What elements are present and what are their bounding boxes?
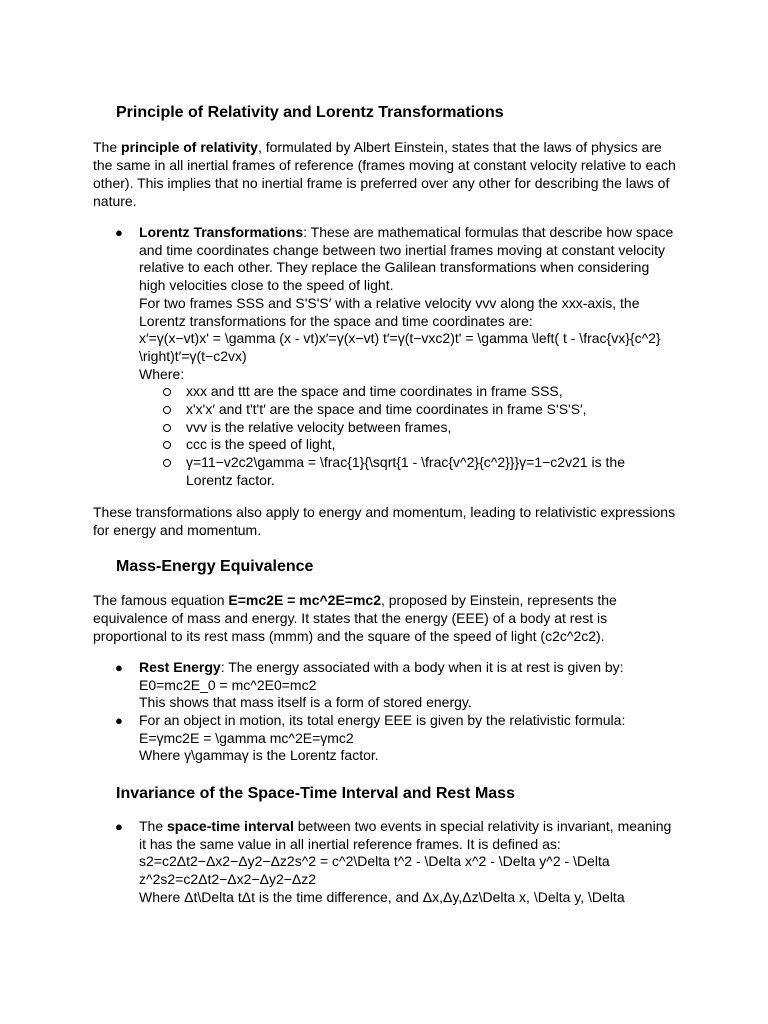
rest-energy-description: Rest Energy: The energy associated with a body when it is at rest is given by: [139,659,624,675]
sub-item-primed-coords: x'x'x′ and t't't′ are the space and time coordinates in frame S'S'S′, [186,401,587,417]
lorentz-frames-text: For two frames SSS and S'S'S′ with a relative velocity vvv along the xxx-axis, the Lorentz transformations for the space and time coordinates are: [139,294,640,329]
interval-formula-line-1: s2=c2Δt2−Δx2−Δy2−Δz2s^2 = c^2\Delta t^2 - \Delta x^2 - \Delta y^2 - \Delta [139,853,610,870]
list-item-rest-energy [139,659,679,712]
bullet-icon: ● [115,713,123,728]
section-title-mass-energy: Mass-Energy Equivalence [116,558,314,575]
lorentz-formula-line-1: x′=γ(x−vt)x' = \gamma (x - vt)x′=γ(x−vt) t′=γ(t−vxc2)t' = \gamma \left( t - \frac{vx}{c^2} [139,330,661,347]
motion-energy-note: Where γ\gammaγ is the Lorentz factor. [139,747,379,764]
rest-energy-note: This shows that mass itself is a form of stored energy. [139,694,472,711]
paragraph-relativity-closing: These transformations also apply to energy and momentum, leading to relativistic expressions for energy and momentum. [93,504,676,538]
lorentz-description: Lorentz Transformations: These are mathematical formulas that describe how space and time coordinates change between two inertial frames moving at constant velocity relative to each other. They replace the Galilean transformations when considering high velocities close to the speed of light. [139,224,674,294]
list-item-lorentz [139,224,679,383]
list-item-motion-energy [139,712,679,765]
sub-item-space-time: xxx and ttt are the space and time coordinates in frame SSS, [186,383,563,399]
list-item-space-time-interval [139,818,679,907]
lorentz-where-label: Where: [139,365,185,382]
bullet-icon: ● [115,819,123,834]
bullet-icon: ● [115,225,123,240]
sub-item-velocity: vvv is the relative velocity between frames, [186,419,452,435]
motion-energy-formula: E=γmc2E = \gamma mc^2E=γmc2 [139,729,354,746]
sub-item-lorentz-factor: γ=11−v2c2\gamma = \frac{1}{\sqrt{1 - \frac{v^2}{c^2}}}γ=1−c2v21 is the Lorentz factor. [186,454,625,488]
interval-where-text: Where Δt\Delta tΔt is the time difference, and Δx,Δy,Δz\Delta x, \Delta y, \Delta [139,888,625,905]
interval-description: The space-time interval between two events in special relativity is invariant, meaning it has the same value in all inertial reference frames. It is defined as: [139,818,672,852]
paragraph-relativity-intro: The principle of relativity, formulated by Albert Einstein, states that the laws of physics are the same in all inertial frames of reference (frames moving at constant velocity relative to each other). This implies that no inertial frame is preferred over any other for describing the laws of nature. [93,139,676,209]
bullet-icon: ● [115,660,123,675]
section-title-invariance: Invariance of the Space-Time Interval and Rest Mass [116,785,515,802]
rest-energy-formula: E0=mc2E_0 = mc^2E0​=mc2 [139,676,317,693]
paragraph-mass-energy-intro: The famous equation E=mc2E = mc^2E=mc2, proposed by Einstein, represents the equivalence of mass and energy. It states that the energy (EEE) of a body at rest is proportional to its rest mass (mmm) and the square of the speed of light (c2c^2c2). [93,592,617,644]
interval-formula-line-2: z^2s2=c2Δt2−Δx2−Δy2−Δz2 [139,871,317,888]
sub-bullet-icon [163,406,171,414]
sub-bullet-icon [163,424,171,432]
sub-bullet-icon [163,459,171,467]
sub-bullet-icon [163,388,171,396]
lorentz-formula-line-2: \right)t′=γ(t−c2vx) [139,347,247,364]
sub-item-light-speed: ccc is the speed of light, [186,436,336,452]
section-title-relativity: Principle of Relativity and Lorentz Transformations [116,104,504,121]
motion-energy-description: For an object in motion, its total energy EEE is given by the relativistic formula: [139,712,626,728]
sub-bullet-icon [163,441,171,449]
